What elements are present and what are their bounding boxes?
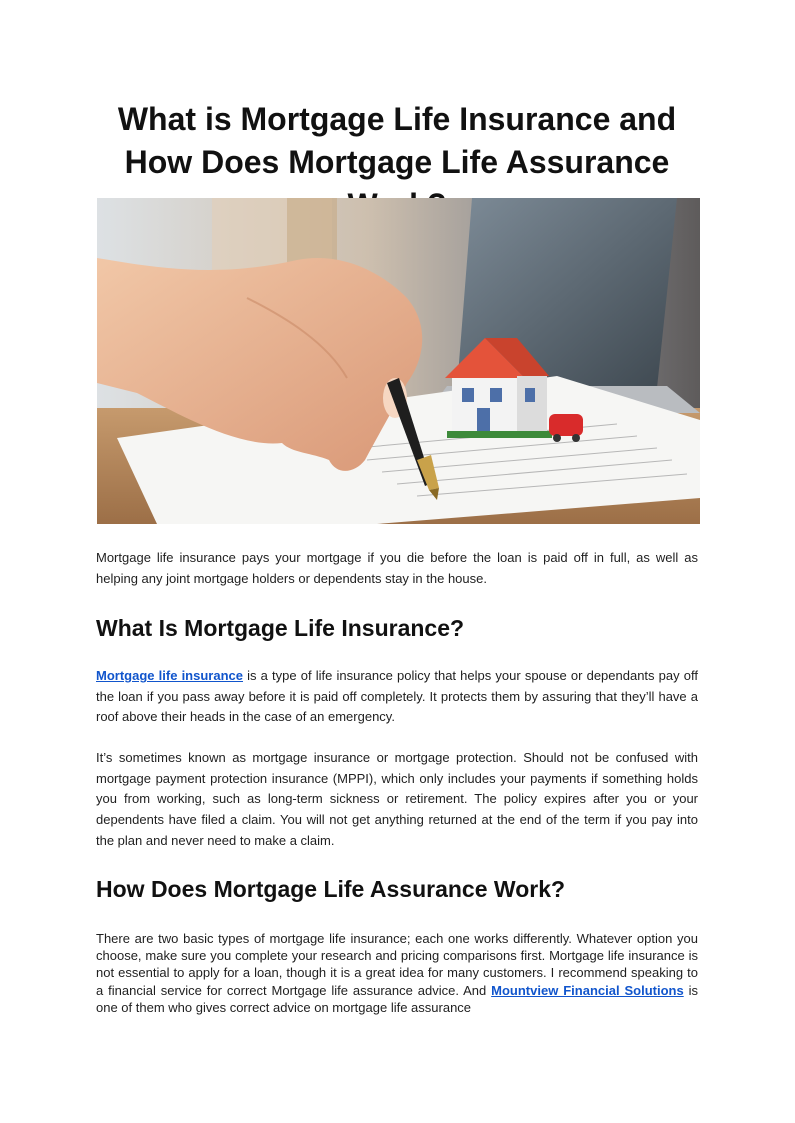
section2-paragraph-1 (96, 930, 698, 1022)
section2-paragraph-1-tail: is one of them who gives correct advice on mortgage life assurance (96, 982, 698, 1015)
section1-paragraph-1 (96, 666, 698, 728)
mountview-financial-solutions-link[interactable]: Mountview Financial Solutions (491, 982, 684, 998)
section-heading-how-does: How Does Mortgage Life Assurance Work? (96, 876, 566, 902)
mortgage-life-insurance-link[interactable]: Mortgage life insurance (96, 668, 243, 683)
section1-paragraph-1-text: is a type of life insurance policy that helps your spouse or dependants pay off the loan if you pass away before it is paid off completely. It protects them by assuring that they’ll have a roof above their heads in the case of an emergency. (96, 668, 699, 724)
intro-paragraph: Mortgage life insurance pays your mortgage if you die before the loan is paid off in full, as well as helping any joint mortgage holders or dependents stay in the house. (96, 550, 698, 586)
section-heading-what-is: What Is Mortgage Life Insurance? (96, 615, 465, 641)
page-title: What is Mortgage Life Insurance and How Does Mortgage Life Assurance (117, 101, 677, 180)
hero-image (97, 198, 700, 524)
section1-paragraph-2: It’s sometimes known as mortgage insurance or mortgage protection. Should not be confused with mortgage payment protection insurance (MPPI), which only includes your payments if something holds you from working, such as long-term sickness or retirement. The policy expires after you or your dependents have filed a claim. You will not get anything returned at the end of the term if you pay into the plan and never need to make a claim. (96, 750, 698, 848)
section2-paragraph-1-text: There are two basic types of mortgage life insurance; each one works differently. Whatever option you choose, make sure you complete your research and pricing comparisons first. Mortgage life insurance is not essential to apply for a loan, though it is a great idea for many customers. I recommend speaking to a financial service for correct Mortgage life assurance advice. And (96, 931, 698, 998)
